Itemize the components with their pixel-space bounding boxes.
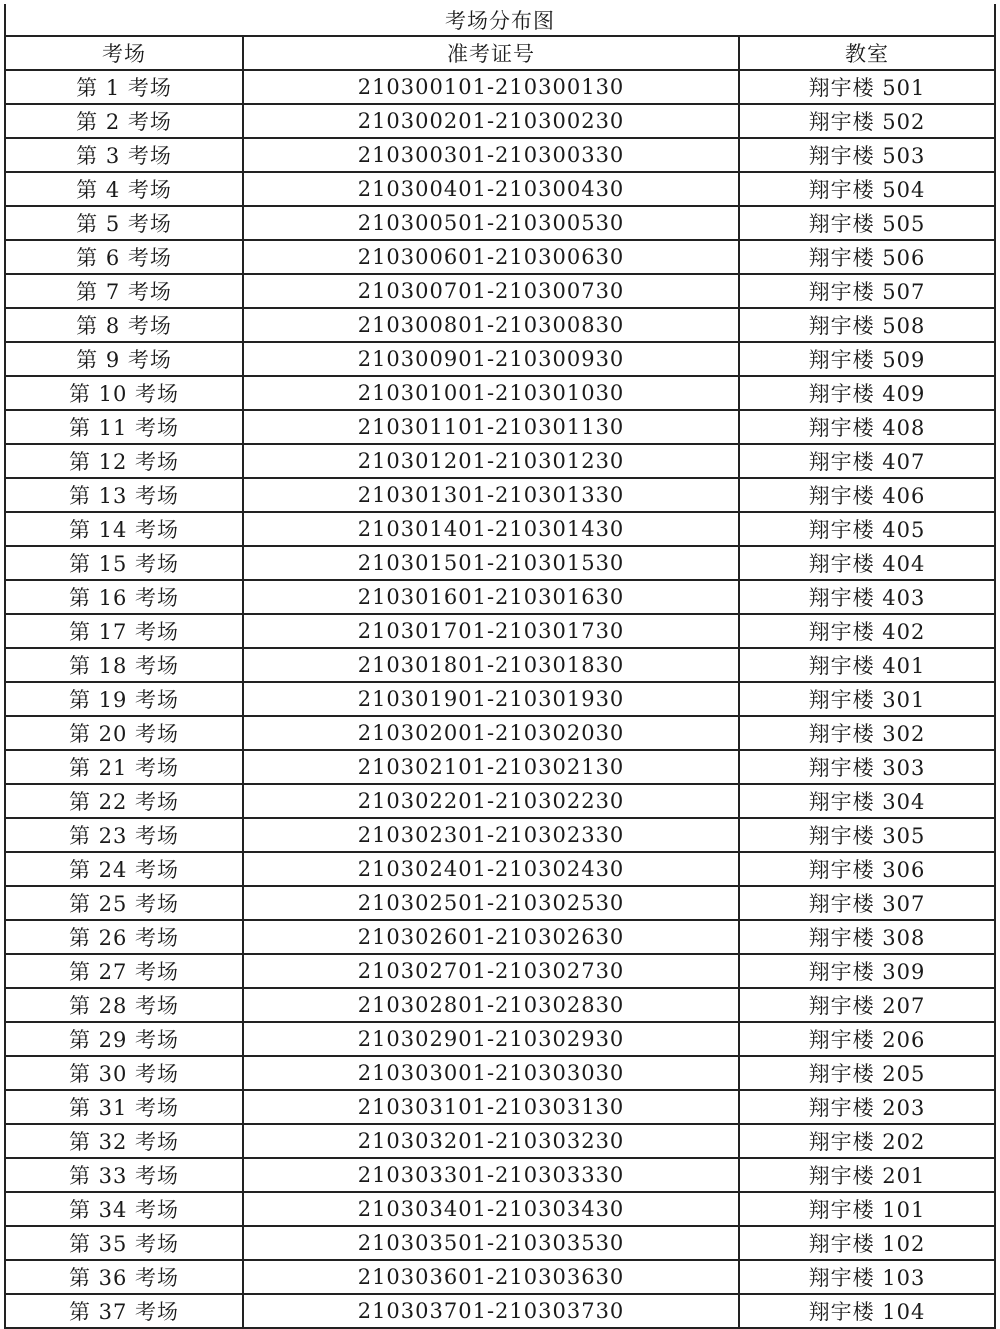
exam-room-cell: 第 16 考场 [5,580,243,614]
ticket-range-cell: 210301201-210301230 [243,444,739,478]
table-row [5,614,995,648]
table-row [5,274,995,308]
ticket-range-cell: 210303501-210303530 [243,1226,739,1260]
exam-room-cell: 第 10 考场 [5,376,243,410]
exam-room-cell: 第 2 考场 [5,104,243,138]
table-row [5,206,995,240]
classroom-cell: 翔宇楼 205 [739,1056,995,1090]
exam-room-cell: 第 24 考场 [5,852,243,886]
classroom-cell: 翔宇楼 508 [739,308,995,342]
classroom-cell: 翔宇楼 203 [739,1090,995,1124]
table-row [5,1056,995,1090]
ticket-range-cell: 210301501-210301530 [243,546,739,580]
classroom-cell: 翔宇楼 301 [739,682,995,716]
table-row [5,172,995,206]
table-row [5,410,995,444]
exam-room-cell: 第 36 考场 [5,1260,243,1294]
exam-room-sheet [4,4,996,1329]
table-row [5,1090,995,1124]
exam-room-cell: 第 1 考场 [5,70,243,104]
classroom-cell: 翔宇楼 201 [739,1158,995,1192]
ticket-range-cell: 210303101-210303130 [243,1090,739,1124]
table-row [5,954,995,988]
ticket-range-cell: 210301301-210301330 [243,478,739,512]
ticket-range-cell: 210302601-210302630 [243,920,739,954]
classroom-cell: 翔宇楼 502 [739,104,995,138]
table-row [5,70,995,104]
exam-room-cell: 第 12 考场 [5,444,243,478]
table-row [5,988,995,1022]
exam-room-cell: 第 27 考场 [5,954,243,988]
classroom-cell: 翔宇楼 206 [739,1022,995,1056]
exam-room-cell: 第 9 考场 [5,342,243,376]
exam-room-cell: 第 25 考场 [5,886,243,920]
classroom-cell: 翔宇楼 503 [739,138,995,172]
ticket-range-cell: 210301701-210301730 [243,614,739,648]
classroom-cell: 翔宇楼 202 [739,1124,995,1158]
exam-room-cell: 第 3 考场 [5,138,243,172]
table-row [5,920,995,954]
classroom-cell: 翔宇楼 405 [739,512,995,546]
ticket-range-cell: 210300401-210300430 [243,172,739,206]
header-classroom: 教室 [739,36,995,70]
exam-room-cell: 第 28 考场 [5,988,243,1022]
exam-room-cell: 第 20 考场 [5,716,243,750]
ticket-range-cell: 210302101-210302130 [243,750,739,784]
ticket-range-cell: 210301901-210301930 [243,682,739,716]
table-header-row [5,36,995,70]
ticket-range-cell: 210301601-210301630 [243,580,739,614]
ticket-range-cell: 210300701-210300730 [243,274,739,308]
classroom-cell: 翔宇楼 306 [739,852,995,886]
classroom-cell: 翔宇楼 308 [739,920,995,954]
ticket-range-cell: 210302901-210302930 [243,1022,739,1056]
ticket-range-cell: 210303301-210303330 [243,1158,739,1192]
ticket-range-cell: 210302201-210302230 [243,784,739,818]
table-row [5,1124,995,1158]
ticket-range-cell: 210303601-210303630 [243,1260,739,1294]
classroom-cell: 翔宇楼 406 [739,478,995,512]
table-row [5,648,995,682]
ticket-range-cell: 210301001-210301030 [243,376,739,410]
exam-room-cell: 第 15 考场 [5,546,243,580]
exam-room-cell: 第 34 考场 [5,1192,243,1226]
table-row [5,308,995,342]
classroom-cell: 翔宇楼 207 [739,988,995,1022]
table-row [5,852,995,886]
table-row [5,240,995,274]
classroom-cell: 翔宇楼 408 [739,410,995,444]
table-row [5,716,995,750]
exam-room-cell: 第 7 考场 [5,274,243,308]
header-exam-room: 考场 [5,36,243,70]
ticket-range-cell: 210300301-210300330 [243,138,739,172]
exam-room-cell: 第 26 考场 [5,920,243,954]
exam-room-cell: 第 6 考场 [5,240,243,274]
classroom-cell: 翔宇楼 102 [739,1226,995,1260]
classroom-cell: 翔宇楼 409 [739,376,995,410]
table-row [5,1158,995,1192]
exam-room-cell: 第 17 考场 [5,614,243,648]
ticket-range-cell: 210303701-210303730 [243,1294,739,1328]
ticket-range-cell: 210302401-210302430 [243,852,739,886]
classroom-cell: 翔宇楼 504 [739,172,995,206]
ticket-range-cell: 210301801-210301830 [243,648,739,682]
classroom-cell: 翔宇楼 401 [739,648,995,682]
classroom-cell: 翔宇楼 505 [739,206,995,240]
exam-room-cell: 第 11 考场 [5,410,243,444]
classroom-cell: 翔宇楼 506 [739,240,995,274]
table-row [5,580,995,614]
ticket-range-cell: 210302801-210302830 [243,988,739,1022]
ticket-range-cell: 210302701-210302730 [243,954,739,988]
ticket-range-cell: 210302501-210302530 [243,886,739,920]
classroom-cell: 翔宇楼 302 [739,716,995,750]
table-row [5,750,995,784]
exam-room-cell: 第 32 考场 [5,1124,243,1158]
exam-room-cell: 第 19 考场 [5,682,243,716]
ticket-range-cell: 210301401-210301430 [243,512,739,546]
ticket-range-cell: 210300101-210300130 [243,70,739,104]
table-row [5,342,995,376]
exam-room-cell: 第 30 考场 [5,1056,243,1090]
exam-room-cell: 第 18 考场 [5,648,243,682]
ticket-range-cell: 210302301-210302330 [243,818,739,852]
classroom-cell: 翔宇楼 403 [739,580,995,614]
exam-room-table [4,4,996,1329]
table-row [5,818,995,852]
classroom-cell: 翔宇楼 407 [739,444,995,478]
ticket-range-cell: 210300201-210300230 [243,104,739,138]
exam-room-cell: 第 13 考场 [5,478,243,512]
ticket-range-cell: 210302001-210302030 [243,716,739,750]
exam-room-cell: 第 5 考场 [5,206,243,240]
exam-room-cell: 第 31 考场 [5,1090,243,1124]
classroom-cell: 翔宇楼 509 [739,342,995,376]
exam-room-cell: 第 21 考场 [5,750,243,784]
classroom-cell: 翔宇楼 104 [739,1294,995,1328]
table-row [5,1294,995,1328]
exam-room-cell: 第 4 考场 [5,172,243,206]
classroom-cell: 翔宇楼 101 [739,1192,995,1226]
table-row [5,104,995,138]
exam-room-cell: 第 22 考场 [5,784,243,818]
classroom-cell: 翔宇楼 103 [739,1260,995,1294]
exam-room-cell: 第 23 考场 [5,818,243,852]
classroom-cell: 翔宇楼 501 [739,70,995,104]
classroom-cell: 翔宇楼 404 [739,546,995,580]
ticket-range-cell: 210300501-210300530 [243,206,739,240]
table-row [5,1192,995,1226]
table-row [5,1022,995,1056]
classroom-cell: 翔宇楼 307 [739,886,995,920]
exam-room-cell: 第 33 考场 [5,1158,243,1192]
table-row [5,376,995,410]
table-title: 考场分布图 [5,4,995,36]
ticket-range-cell: 210300601-210300630 [243,240,739,274]
table-row [5,138,995,172]
ticket-range-cell: 210300801-210300830 [243,308,739,342]
table-row [5,886,995,920]
classroom-cell: 翔宇楼 304 [739,784,995,818]
ticket-range-cell: 210303401-210303430 [243,1192,739,1226]
exam-room-cell: 第 35 考场 [5,1226,243,1260]
table-row [5,784,995,818]
classroom-cell: 翔宇楼 305 [739,818,995,852]
classroom-cell: 翔宇楼 507 [739,274,995,308]
exam-room-cell: 第 29 考场 [5,1022,243,1056]
table-row [5,1226,995,1260]
exam-room-cell: 第 14 考场 [5,512,243,546]
classroom-cell: 翔宇楼 402 [739,614,995,648]
table-title-row [5,4,995,36]
exam-room-cell: 第 37 考场 [5,1294,243,1328]
ticket-range-cell: 210303201-210303230 [243,1124,739,1158]
header-ticket-range: 准考证号 [243,36,739,70]
ticket-range-cell: 210300901-210300930 [243,342,739,376]
table-row [5,546,995,580]
table-row [5,682,995,716]
table-row [5,444,995,478]
table-row [5,512,995,546]
table-row [5,1260,995,1294]
table-row [5,478,995,512]
classroom-cell: 翔宇楼 309 [739,954,995,988]
classroom-cell: 翔宇楼 303 [739,750,995,784]
ticket-range-cell: 210301101-210301130 [243,410,739,444]
ticket-range-cell: 210303001-210303030 [243,1056,739,1090]
exam-room-cell: 第 8 考场 [5,308,243,342]
